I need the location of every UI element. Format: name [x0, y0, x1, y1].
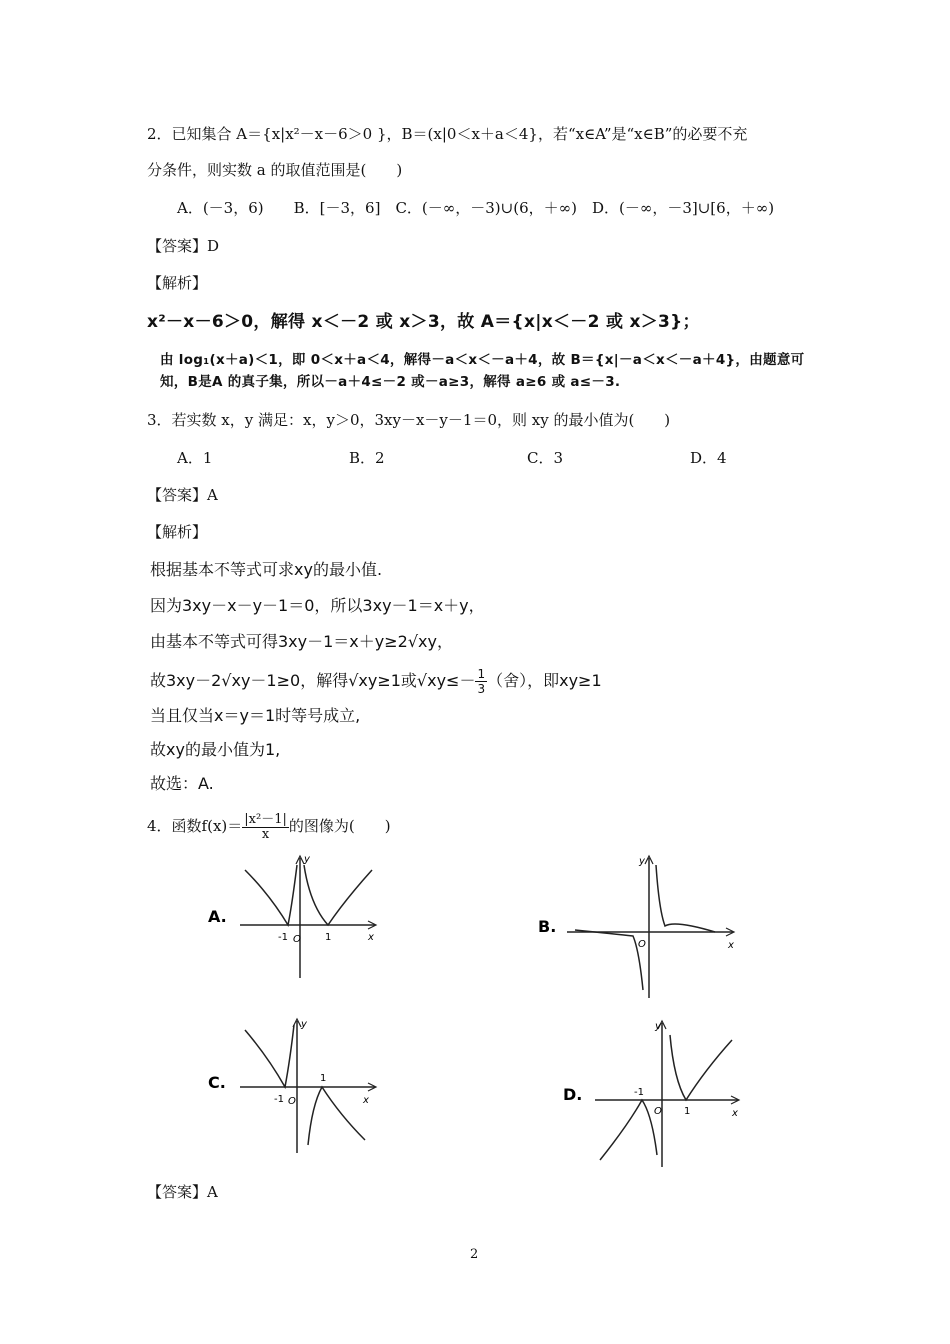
q2-scan-line2: 由 log₁(x＋a)＜1，即 0＜x＋a＜4，解得－a＜x＜－a＋4，故 B＝{x|－a＜x＜－a＋4}，由题意可 [160, 352, 805, 368]
curve-right [670, 1035, 732, 1100]
x-axis-label: x [363, 1095, 369, 1106]
y-axis-label: y [655, 1021, 661, 1032]
q3-option-d: D．4 [690, 449, 727, 467]
q3-solution-line2: 因为3xy－x－y－1＝0，所以3xy－1＝x＋y， [150, 596, 485, 615]
q3-option-a: A．1 [177, 449, 213, 467]
tick-label-pos1: 1 [684, 1106, 691, 1117]
graph-b [535, 850, 745, 1000]
q3-solution-line1: 根据基本不等式可求xy的最小值. [150, 560, 383, 579]
graph-label: D. [563, 1085, 583, 1104]
curve-right [656, 865, 715, 932]
q3-stem: 3．若实数 x，y 满足：x，y＞0，3xy－x－y－1＝0，则 xy 的最小值为( ) [147, 411, 671, 429]
q4-stem-suffix: 的图像为( ) [288, 817, 391, 835]
graph-label: A. [208, 907, 227, 926]
graph-a [200, 850, 390, 980]
graph-label: C. [208, 1073, 226, 1092]
q3-solution-line4-b: （舍），即xy≥1 [487, 671, 602, 690]
q2-stem-line2: 分条件，则实数 a 的取值范围是( ) [147, 161, 403, 179]
fraction-numerator: 1 [477, 667, 486, 681]
q2-stem-line1: 2．已知集合 A＝{x|x²－x－6＞0 }，B＝(x|0＜x＋a＜4}，若“x∈A”是“x∈B”的必要不充 [147, 125, 748, 143]
q3-answer: 【答案】A [147, 486, 218, 504]
y-axis-label: y [301, 1019, 307, 1030]
origin-label: O [654, 1106, 662, 1117]
q4-answer: 【答案】A [147, 1183, 218, 1201]
q3-solution-line4-a: 故3xy－2√xy－1≥0，解得√xy≥1或√xy≤－ [150, 671, 476, 690]
origin-label: O [638, 939, 646, 950]
origin-label: O [288, 1096, 296, 1107]
q2-analysis-label: 【解析】 [147, 274, 208, 292]
tick-label-pos1: 1 [325, 932, 332, 943]
q2-answer: 【答案】D [147, 237, 220, 255]
tick-label-neg1: -1 [274, 1094, 284, 1105]
curve-left [245, 865, 297, 925]
x-axis-label: x [368, 932, 374, 943]
q4-fraction [242, 813, 289, 842]
q2-scan-line3: 知，B是A 的真子集，所以－a＋4≤－2 或－a≥3，解得 a≥6 或 a≤－3. [160, 374, 621, 390]
q4-stem-prefix: 4．函数f(x)＝ [147, 817, 243, 835]
curve-left [600, 1100, 657, 1160]
tick-label-pos1: 1 [320, 1073, 327, 1084]
q2-options: A．(－3，6) B．[－3，6] C．(－∞，－3)∪(6，＋∞) D．(－∞，－3]∪[6，＋∞) [177, 199, 775, 217]
q3-analysis-label: 【解析】 [147, 523, 208, 541]
graph-d [560, 1015, 750, 1170]
q3-solution-line5: 当且仅当x＝y＝1时等号成立, [150, 706, 361, 725]
q4-stem [147, 808, 391, 848]
q3-option-c: C．3 [527, 449, 564, 467]
curve-left [575, 930, 643, 990]
origin-label: O [293, 934, 301, 945]
q2-scan-line1: x²－x－6＞0，解得 x＜－2 或 x＞3，故 A＝{x|x＜－2 或 x＞3}； [147, 312, 700, 332]
x-axis-label: x [732, 1108, 738, 1119]
curve-left [245, 1025, 294, 1087]
tick-label-neg1: -1 [278, 932, 288, 943]
page-number: 2 [470, 1247, 479, 1262]
graph-label: B. [538, 917, 557, 936]
fraction-denominator: 3 [477, 682, 486, 696]
q3-option-b: B．2 [349, 449, 385, 467]
curve-right [308, 1087, 365, 1145]
q3-solution-line3: 由基本不等式可得3xy－1＝x＋y≥2√xy， [150, 632, 453, 651]
x-axis-label: x [728, 940, 734, 951]
q3-fraction-one-third [475, 667, 487, 696]
tick-label-neg1: -1 [634, 1087, 644, 1098]
q3-solution-line6: 故xy的最小值为1, [150, 740, 281, 759]
curve-right [304, 865, 372, 925]
q3-solution-line4 [150, 666, 602, 700]
y-axis-label: y [639, 856, 645, 867]
fraction-numerator: |x²－1| [244, 811, 287, 827]
y-axis-label: y [304, 854, 310, 865]
q3-solution-line7: 故选：A. [150, 774, 214, 793]
graph-c [200, 1015, 390, 1155]
fraction-denominator: x [261, 826, 270, 842]
